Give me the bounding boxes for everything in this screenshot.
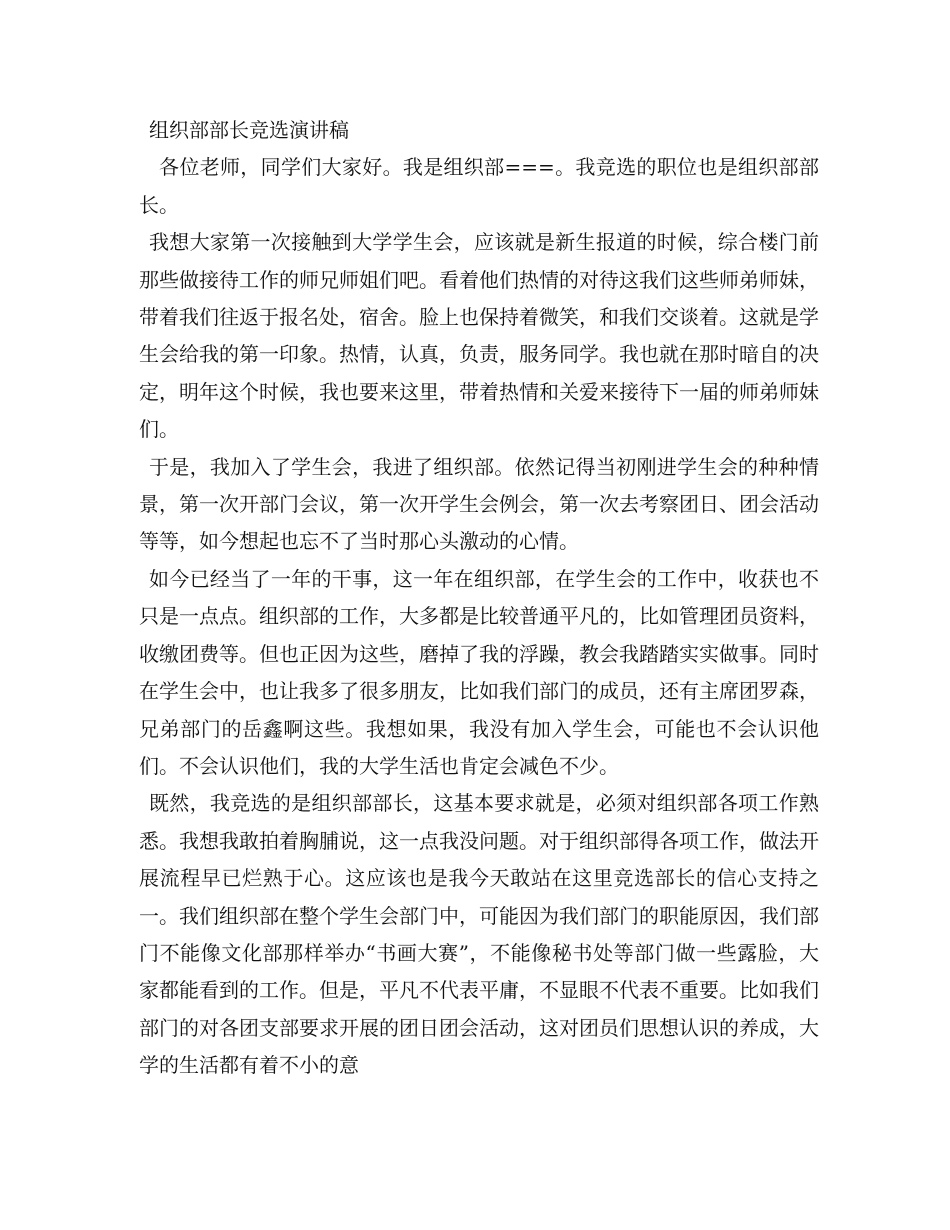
document-body (139, 112, 819, 1085)
paragraph-joining: 于是，我加入了学生会，我进了组织部。依然记得当初刚进学生会的种种情景，第一次开部门会议，第一次开学生会例会，第一次去考察团日、团会活动等等，如今想起也忘不了当时那心头激动的心情。 (139, 454, 819, 554)
paragraph-first-impression: 我想大家第一次接触到大学学生会，应该就是新生报道的时候，综合楼门前那些做接待工作的师兄师姐们吧。看着他们热情的对待这我们这些师弟师妹，带着我们往返于报名处，宿舍。脸上也保持着微笑，和我们交谈着。这就是学生会给我的第一印象。热情，认真，负责，服务同学。我也就在那时暗自的决定，明年这个时候，我也要来这里，带着热情和关爱来接待下一届的师弟师妹们。 (139, 230, 819, 442)
paragraph-experience: 如今已经当了一年的干事，这一年在组织部，在学生会的工作中，收获也不只是一点点。组织部的工作，大多都是比较普通平凡的，比如管理团员资料，收缴团费等。但也正因为这些，磨掉了我的浮躁，教会我踏踏实实做事。同时在学生会中，也让我多了很多朋友，比如我们部门的成员，还有主席团罗森，兄弟部门的岳鑫啊这些。我想如果，我没有加入学生会，可能也不会认识他们。不会认识他们，我的大学生活也肯定会减色不少。 (139, 566, 819, 778)
paragraph-greeting: 各位老师，同学们大家好。我是组织部===。我竞选的职位也是组织部部长。 (139, 155, 819, 217)
document-title: 组织部部长竞选演讲稿 (149, 118, 349, 142)
paragraph-candidacy: 既然，我竞选的是组织部部长，这基本要求就是，必须对组织部各项工作熟悉。我想我敢拍着胸脯说，这一点我没问题。对于组织部得各项工作，做法开展流程早已烂熟于心。这应该也是我今天敢站在这里竞选部长的信心支持之一。我们组织部在整个学生会部门中，可能因为我们部门的职能原因，我们部门不能像文化部那样举办“书画大赛”，不能像秘书处等部门做一些露脸，大家都能看到的工作。但是，平凡不代表平庸，不显眼不代表不重要。比如我们部门的对各团支部要求开展的团日团会活动，这对团员们思想认识的养成，大学的生活都有着不小的意 (139, 791, 819, 1078)
